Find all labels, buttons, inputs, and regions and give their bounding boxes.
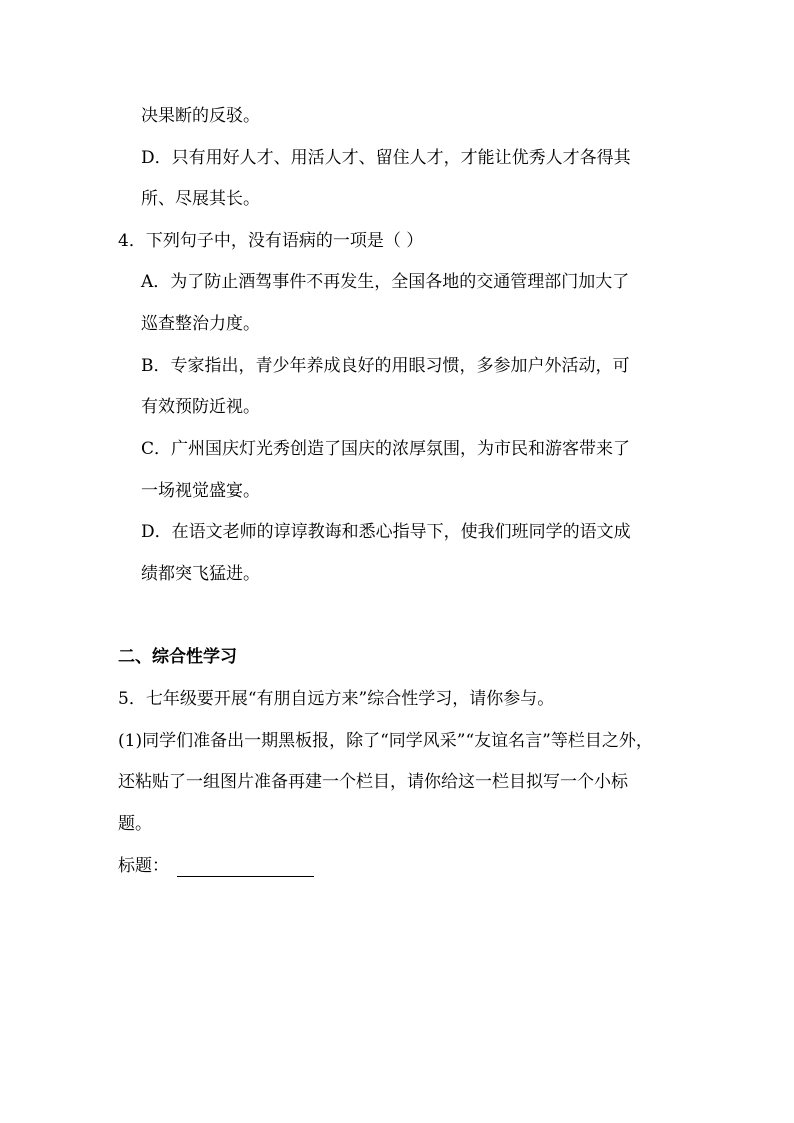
q3-option-c-continuation: 决果断的反驳。 [141,106,260,126]
q4-option-b-line1: B．专家指出，青少年养成良好的用眼习惯，多参加户外活动，可 [141,356,630,376]
section-heading: 二、综合性学习 [118,647,237,667]
q5-stem: 5．七年级要开展“有朋自远方来”综合性学习，请你参与。 [118,689,555,709]
q4-option-a-line1: A．为了防止酒驾事件不再发生，全国各地的交通管理部门加大了 [141,272,630,292]
q5-part1-line2: 还粘贴了一组图片准备再建一个栏目，请你给这一栏目拟写一个小标 [118,772,628,792]
q5-part1-line3: 题。 [118,814,152,834]
q4-stem: 4．下列句子中，没有语病的一项是（ ） [118,231,424,251]
q4-option-c-line1: C．广州国庆灯光秀创造了国庆的浓厚氛围，为市民和游客带来了 [141,439,631,459]
answer-label: 标题： [118,856,169,876]
q3-option-d-line2: 所、尽展其长。 [141,189,260,209]
q4-option-a-line2: 巡查整治力度。 [141,314,260,334]
q5-part1-line1: (1)同学们准备出一期黑板报，除了“同学风采”“友谊名言”等栏目之外， [118,731,653,751]
q3-option-d-line1: D．只有用好人才、用活人才、留住人才，才能让优秀人才各得其 [141,148,631,168]
answer-blank-line[interactable] [177,876,314,877]
q4-option-c-line2: 一场视觉盛宴。 [141,481,260,501]
q4-option-d-line1: D．在语文老师的谆谆教诲和悉心指导下，使我们班同学的语文成 [141,522,631,542]
q4-option-d-line2: 绩都突飞猛进。 [141,564,260,584]
q4-option-b-line2: 有效预防近视。 [141,397,260,417]
